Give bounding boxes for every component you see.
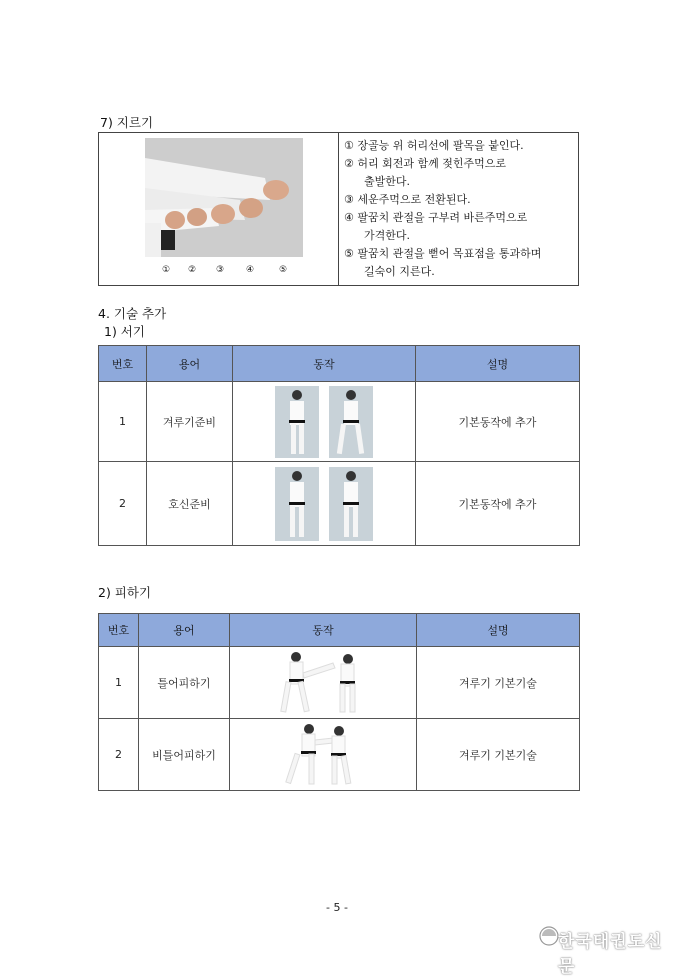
stance-photo bbox=[275, 467, 319, 541]
jireugi-steps bbox=[344, 137, 541, 281]
pihagi-table bbox=[98, 613, 580, 791]
row-description: 기본동작에 추가 bbox=[416, 462, 580, 546]
step-line: ④ 팔꿈치 관절을 구부려 바른주먹으로 bbox=[344, 211, 528, 224]
row-term: 틀어피하기 bbox=[139, 647, 230, 719]
row-number: 1 bbox=[99, 647, 139, 719]
row-description: 겨루기 기본기술 bbox=[417, 719, 580, 791]
row-number: 1 bbox=[99, 382, 147, 462]
column-header-term: 용어 bbox=[147, 346, 233, 382]
table-row bbox=[99, 719, 580, 791]
row-motion-photos bbox=[233, 382, 416, 462]
stage-label: ① bbox=[162, 265, 171, 275]
step-line: ⑤ 팔꿈치 관절을 뻗어 목표점을 통과하며 bbox=[344, 247, 542, 260]
watermark-text: 한국태권도신문 bbox=[558, 932, 663, 977]
punch-sequence-photo bbox=[145, 138, 303, 257]
subsection-heading-seogi: 1) 서기 bbox=[104, 324, 145, 339]
watermark-logo bbox=[538, 921, 678, 977]
row-term: 호신준비 bbox=[147, 462, 233, 546]
column-header-number: 번호 bbox=[99, 346, 147, 382]
step-line: ① 장골능 위 허리선에 팔목을 붙인다. bbox=[344, 139, 524, 152]
table-row bbox=[99, 647, 580, 719]
row-motion-photo bbox=[230, 647, 417, 719]
table-row bbox=[99, 382, 580, 462]
sparring-photo bbox=[283, 722, 363, 788]
punch-arms-illustration bbox=[145, 138, 303, 257]
row-motion-photos bbox=[233, 462, 416, 546]
section-heading-technique: 4. 기술 추가 bbox=[98, 306, 167, 321]
stance-photo bbox=[329, 467, 373, 541]
stage-label: ② bbox=[188, 265, 197, 275]
column-header-number: 번호 bbox=[99, 614, 139, 647]
row-number: 2 bbox=[99, 719, 139, 791]
column-header-description: 설명 bbox=[416, 346, 580, 382]
step-line: 길숙이 지른다. bbox=[364, 265, 435, 278]
row-description: 겨루기 기본기술 bbox=[417, 647, 580, 719]
table-row bbox=[99, 462, 580, 546]
column-header-motion: 동작 bbox=[230, 614, 417, 647]
section-heading-jireugi: 7) 지르기 bbox=[100, 115, 154, 130]
row-term: 비틀어피하기 bbox=[139, 719, 230, 791]
column-header-motion: 동작 bbox=[233, 346, 416, 382]
seogi-table bbox=[98, 345, 580, 546]
stage-label: ⑤ bbox=[279, 265, 288, 275]
stance-photo bbox=[329, 386, 373, 458]
stance-photo bbox=[275, 386, 319, 458]
step-line: ③ 세운주먹으로 전환된다. bbox=[344, 193, 471, 206]
column-header-description: 설명 bbox=[417, 614, 580, 647]
row-motion-photo bbox=[230, 719, 417, 791]
stage-label: ③ bbox=[216, 265, 225, 275]
step-line: 출발한다. bbox=[364, 175, 411, 188]
watermark-emblem-icon bbox=[538, 925, 560, 947]
row-description: 기본동작에 추가 bbox=[416, 382, 580, 462]
row-number: 2 bbox=[99, 462, 147, 546]
step-line: 가격한다. bbox=[364, 229, 411, 242]
row-term: 겨루기준비 bbox=[147, 382, 233, 462]
subsection-heading-pihagi: 2) 피하기 bbox=[98, 585, 152, 600]
step-line: ② 허리 회전과 함께 젖힌주먹으로 bbox=[344, 157, 506, 170]
column-header-term: 용어 bbox=[139, 614, 230, 647]
sparring-photo bbox=[278, 651, 368, 715]
page-number: - 5 - bbox=[326, 901, 348, 914]
jireugi-divider bbox=[338, 133, 339, 285]
jireugi-box bbox=[98, 132, 579, 286]
stage-label: ④ bbox=[246, 265, 255, 275]
